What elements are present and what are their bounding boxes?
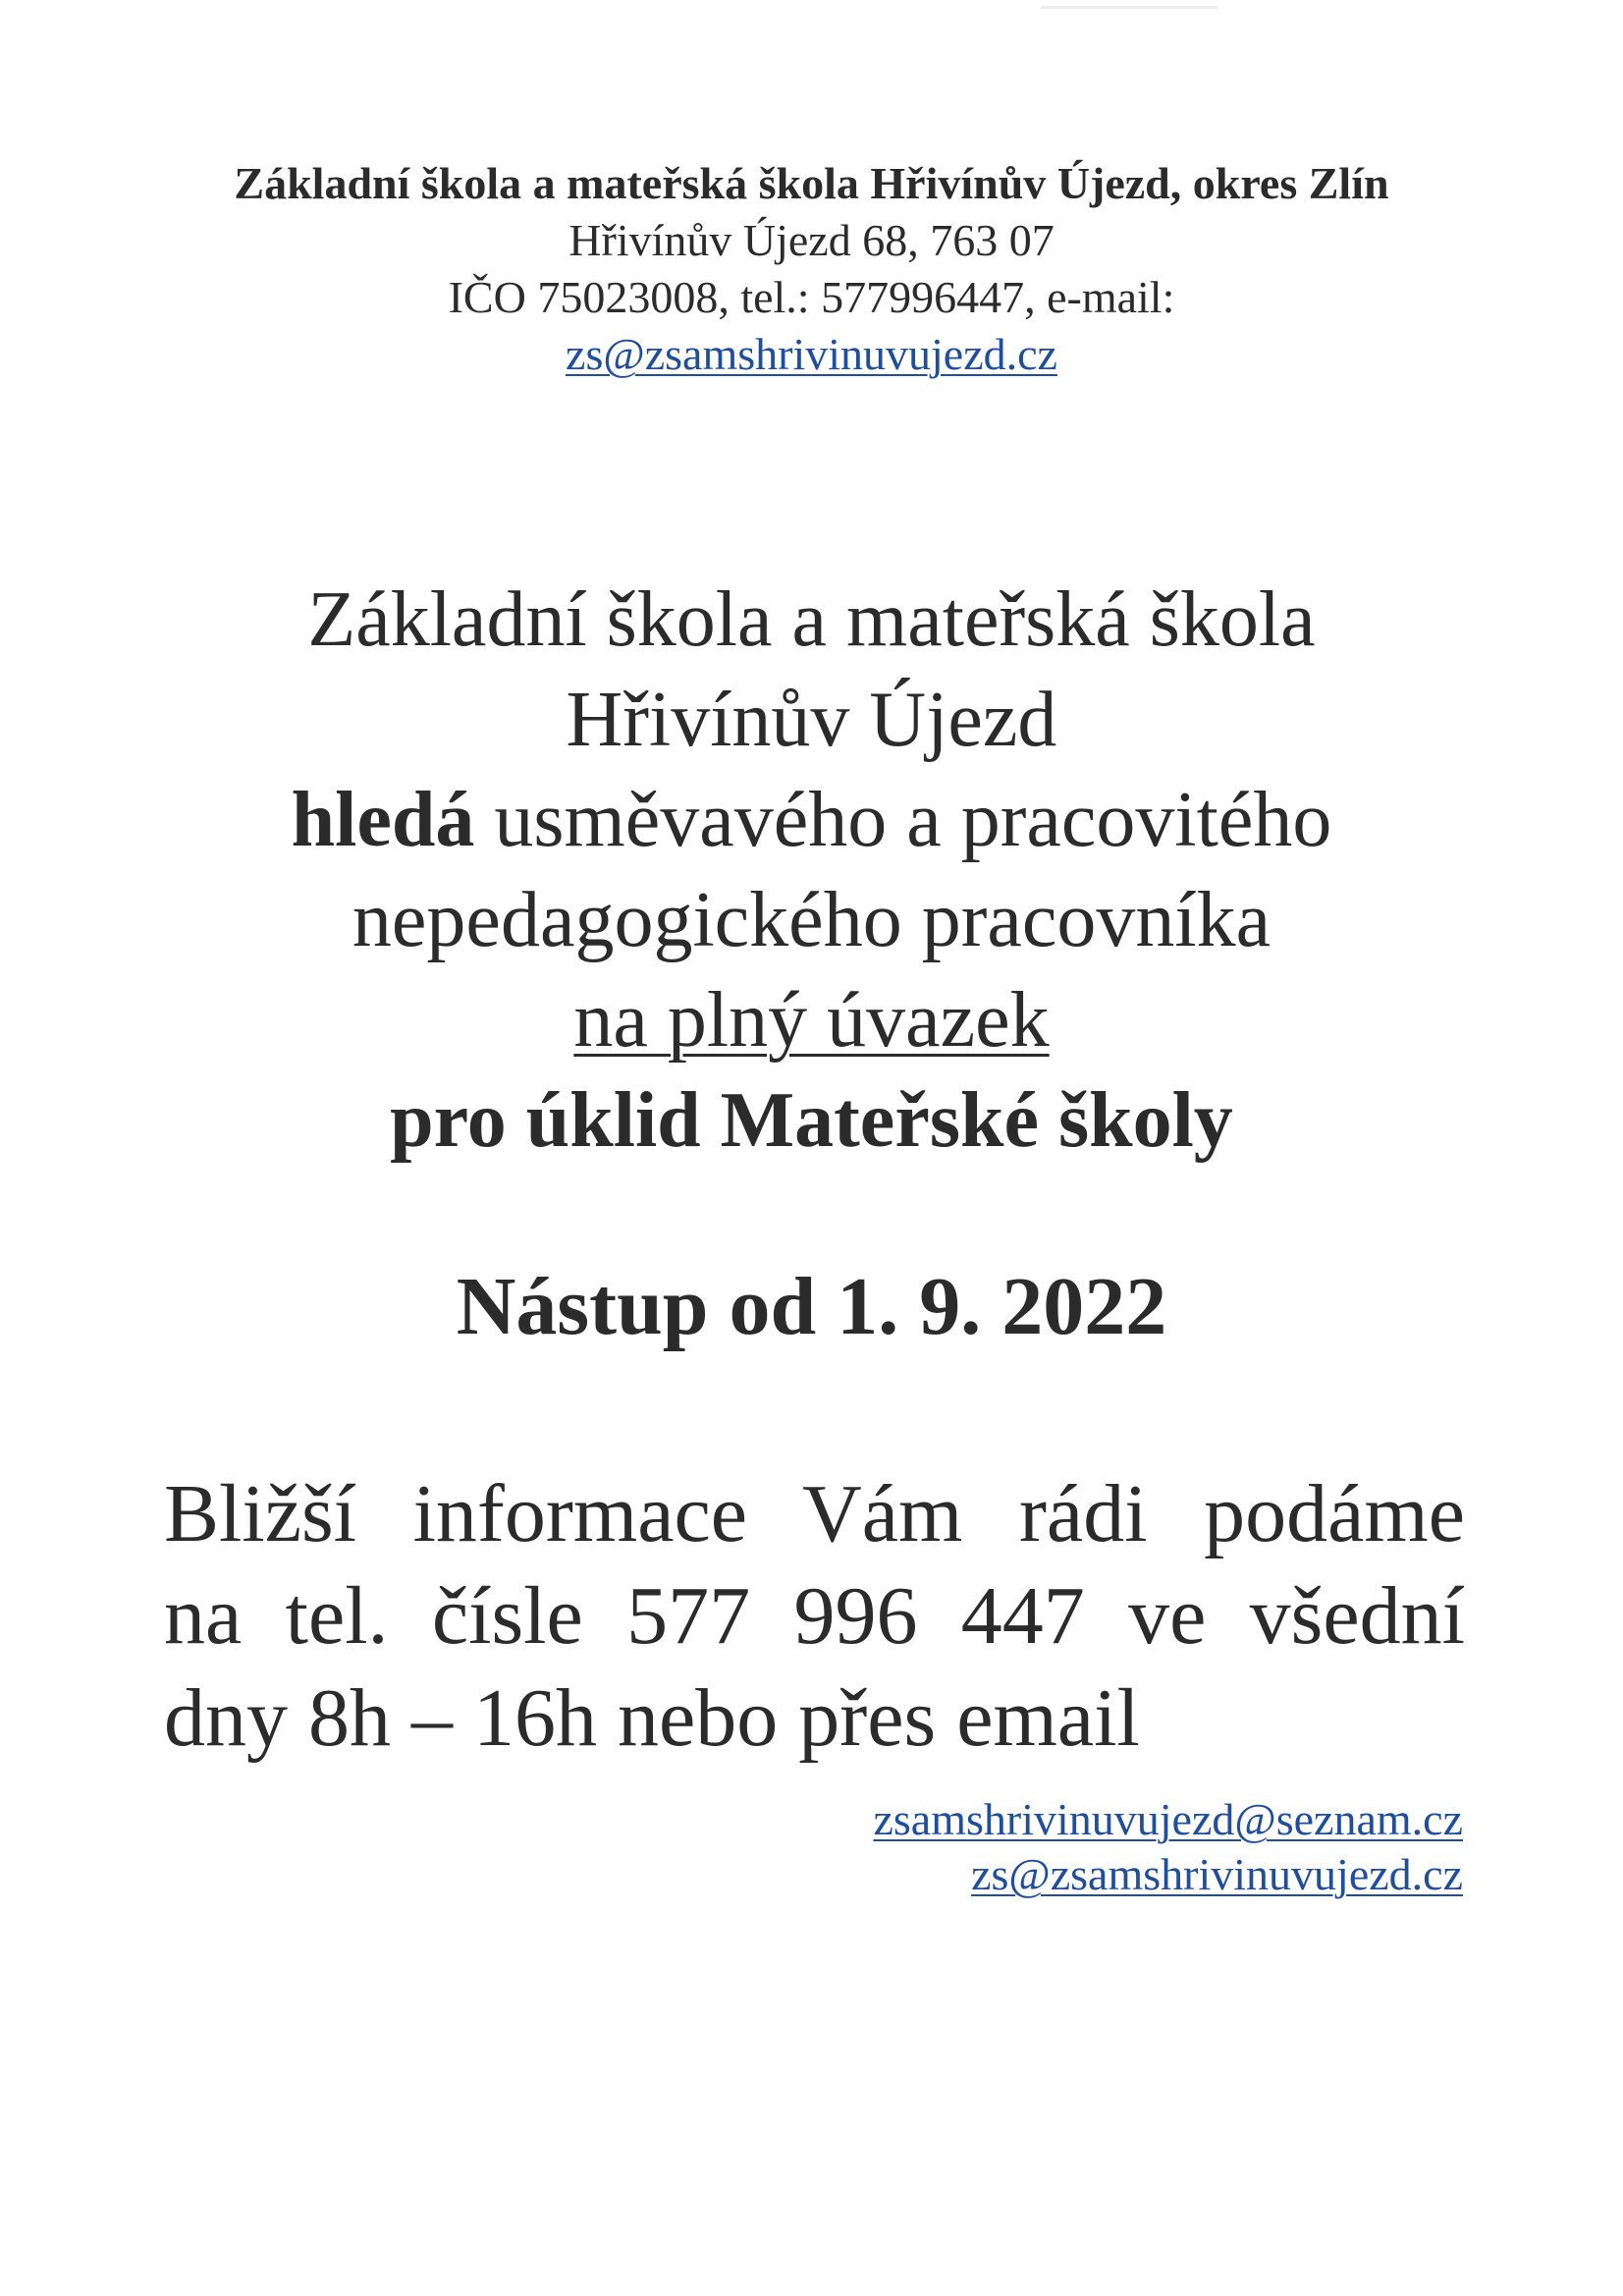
announcement-line-6: pro úklid Mateřské školy: [390, 1077, 1233, 1164]
email-link-seznam[interactable]: zsamshrivinuvujezd@seznam.cz: [873, 1794, 1463, 1844]
announcement-line-3-rest: usměvavého a pracovitého: [474, 777, 1332, 863]
header-email-link[interactable]: zs@zsamshrivinuvujezd.cz: [566, 329, 1057, 379]
announcement-full-time: na plný úvazek: [573, 977, 1050, 1064]
email-link-school[interactable]: zs@zsamshrivinuvujezd.cz: [971, 1849, 1463, 1899]
scan-artifact: [1041, 6, 1217, 9]
contact-emails: [0, 1792, 1463, 1902]
job-announcement: [0, 570, 1623, 1171]
school-address: Hřivínův Újezd 68, 763 07: [568, 215, 1055, 265]
school-contact: IČO 75023008, tel.: 577996447, e-mail:: [448, 272, 1175, 322]
info-line-2: na tel. čísle 577 996 447 ve všední: [164, 1570, 1465, 1662]
info-line-3: dny 8h – 16h nebo přes email: [164, 1672, 1140, 1764]
start-date: Nástup od 1. 9. 2022: [456, 1261, 1167, 1352]
announcement-line-4: nepedagogického pracovníka: [352, 877, 1271, 963]
announcement-line-3: [0, 770, 1623, 870]
letterhead: [0, 155, 1623, 383]
announcement-line-1: Základní škola a mateřská škola: [307, 576, 1316, 663]
announcement-verb: hledá: [291, 777, 475, 863]
announcement-line-2: Hřivínův Újezd: [566, 677, 1057, 763]
info-line-1: Bližší informace Vám rádi podáme: [164, 1468, 1465, 1559]
contact-info-paragraph: [164, 1463, 1465, 1770]
school-name: Základní škola a mateřská škola Hřivínův Újezd, okres Zlín: [234, 158, 1389, 208]
